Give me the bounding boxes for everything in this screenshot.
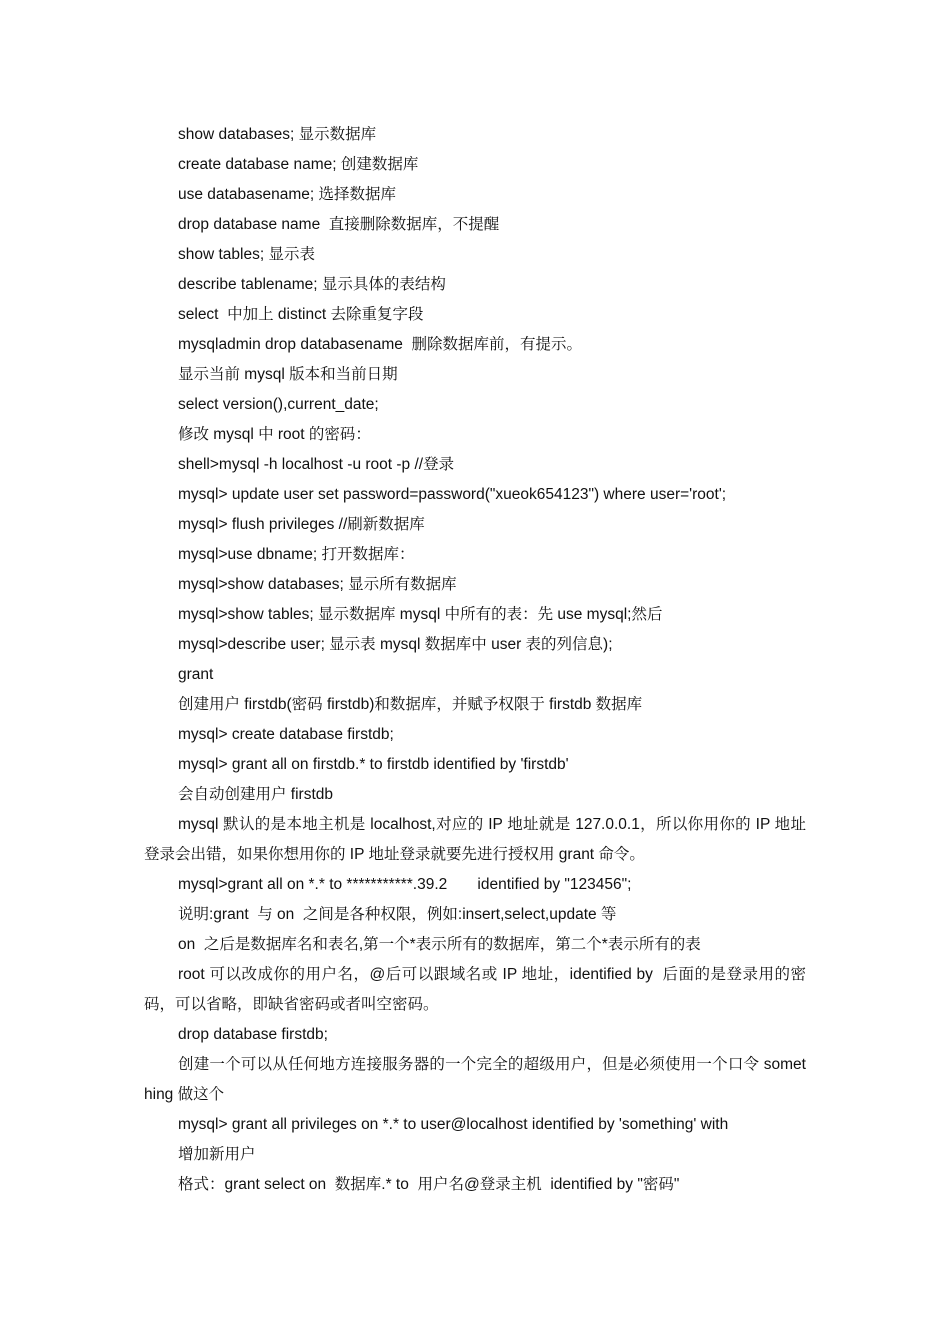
text-line: mysql> grant all privileges on *.* to user@localhost identified by 'something' with xyxy=(178,1116,729,1133)
text-line: 修改 mysql 中 root 的密码： xyxy=(178,426,371,443)
text-line: create database name; 创建数据库 xyxy=(178,156,419,173)
text-line: 创建用户 firstdb(密码 firstdb)和数据库，并赋予权限于 firstdb 数据库 xyxy=(178,696,643,713)
text-line: select version(),current_date; xyxy=(178,396,379,413)
text-line: use databasename; 选择数据库 xyxy=(178,186,396,203)
text-line: 增加新用户 xyxy=(178,1146,256,1163)
text-line: mysql> flush privileges //刷新数据库 xyxy=(178,516,425,533)
text-paragraph: mysql 默认的是本地主机是 localhost,对应的 IP 地址就是 127.0.0.1，所以你用你的 IP 地址登录会出错，如果你想用你的 IP 地址登录就要先进行授权用 grant 命令。 xyxy=(144,816,806,863)
text-line: mysql>show tables; 显示数据库 mysql 中所有的表：先 use mysql;然后 xyxy=(178,606,663,623)
text-line: drop database name 直接删除数据库，不提醒 xyxy=(178,216,500,233)
text-line: mysql>grant all on *.* to ***********.39.2 identified by "123456"; xyxy=(178,876,632,893)
document-body xyxy=(144,120,806,1200)
text-paragraph: 创建一个可以从任何地方连接服务器的一个完全的超级用户，但是必须使用一个口令 something 做这个 xyxy=(144,1056,806,1103)
text-paragraph: root 可以改成你的用户名，@后可以跟域名或 IP 地址，identified by 后面的是登录用的密码，可以省略，即缺省密码或者叫空密码。 xyxy=(144,966,806,1013)
text-line: show tables; 显示表 xyxy=(178,246,315,263)
text-line: select 中加上 distinct 去除重复字段 xyxy=(178,306,424,323)
text-line: mysqladmin drop databasename 删除数据库前，有提示。 xyxy=(178,336,582,353)
text-line: show databases; 显示数据库 xyxy=(178,126,377,143)
text-line: 显示当前 mysql 版本和当前日期 xyxy=(178,366,398,383)
text-line: 会自动创建用户 firstdb xyxy=(178,786,334,803)
text-line: on 之后是数据库名和表名,第一个*表示所有的数据库，第二个*表示所有的表 xyxy=(178,936,701,953)
text-line: grant xyxy=(178,666,214,683)
text-line: mysql>describe user; 显示表 mysql 数据库中 user 表的列信息); xyxy=(178,636,613,653)
text-line: mysql> update user set password=password("xueok654123") where user='root'; xyxy=(178,486,727,503)
text-line: shell>mysql -h localhost -u root -p //登录 xyxy=(178,456,455,473)
text-line: 说明:grant 与 on 之间是各种权限，例如:insert,select,update 等 xyxy=(178,906,617,923)
text-line: mysql>use dbname; 打开数据库： xyxy=(178,546,415,563)
text-line: mysql> grant all on firstdb.* to firstdb identified by 'firstdb' xyxy=(178,756,569,773)
text-line: drop database firstdb; xyxy=(178,1026,328,1043)
text-line: 格式：grant select on 数据库.* to 用户名@登录主机 identified by "密码" xyxy=(178,1176,680,1193)
text-line: mysql> create database firstdb; xyxy=(178,726,394,743)
text-line: mysql>show databases; 显示所有数据库 xyxy=(178,576,457,593)
text-line: describe tablename; 显示具体的表结构 xyxy=(178,276,446,293)
